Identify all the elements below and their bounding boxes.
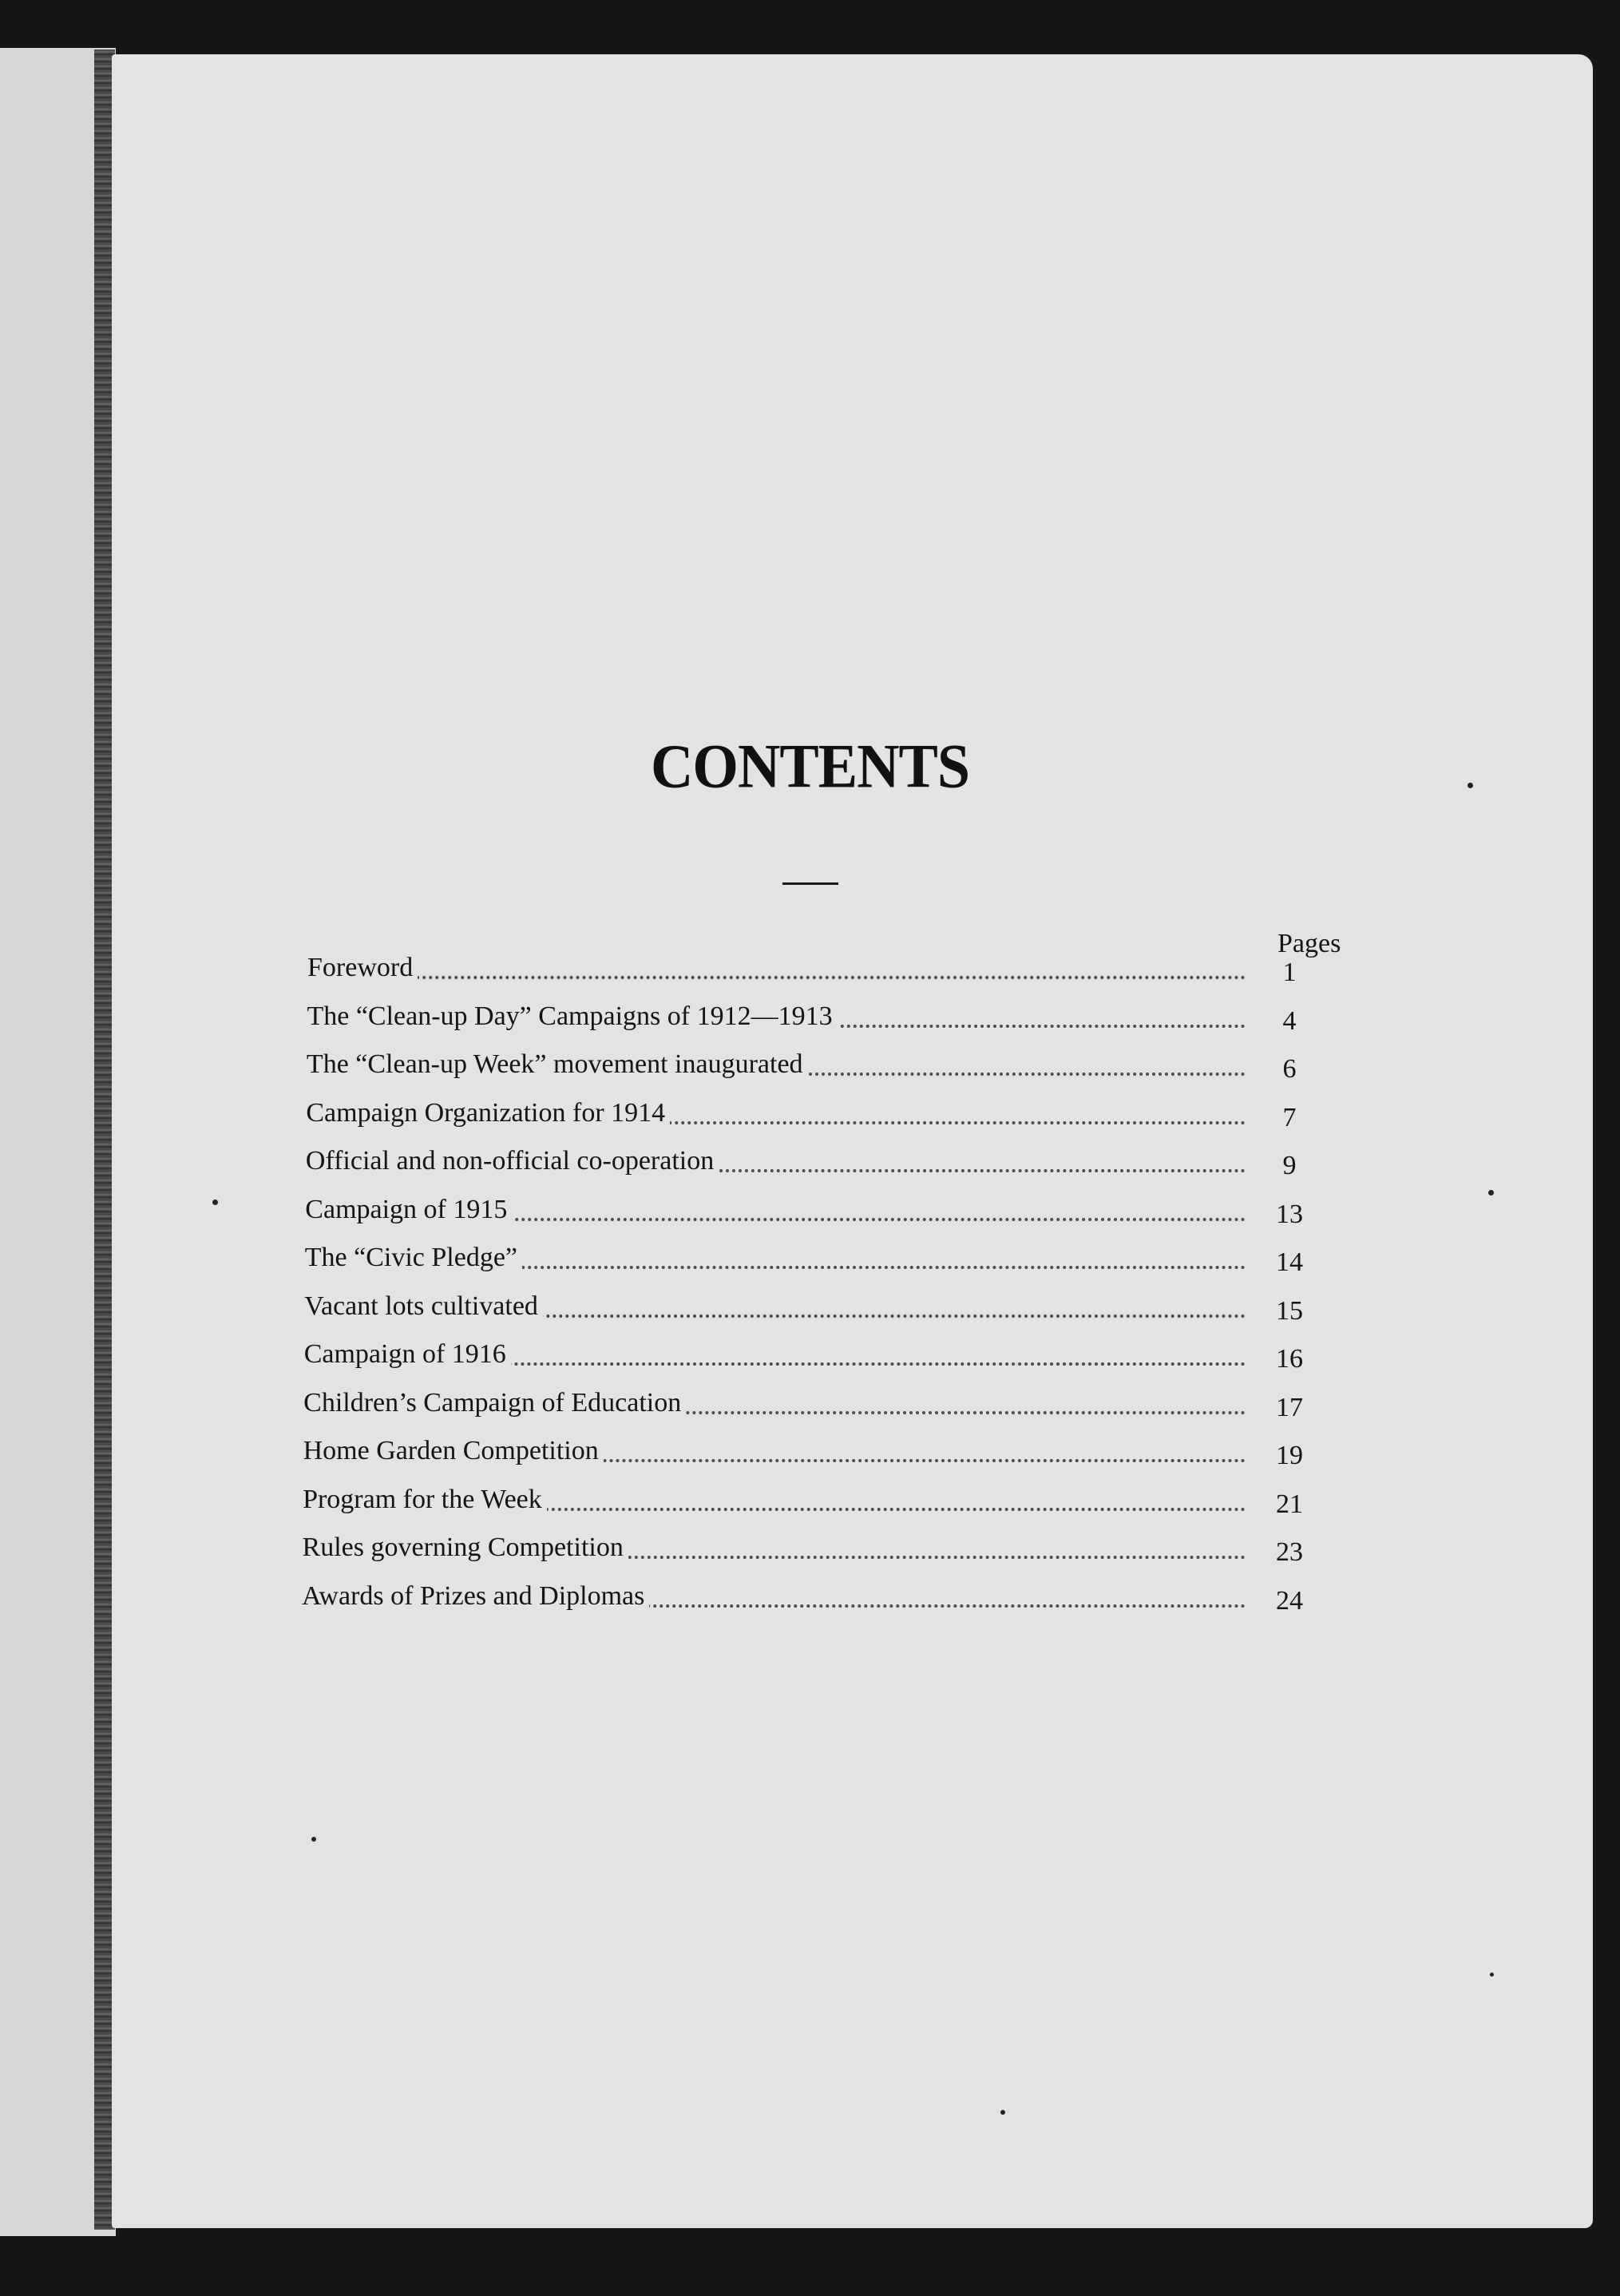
toc-entry-title: Children’s Campaign of Education: [303, 1386, 686, 1421]
toc-entry-title: Official and non-official co-operation: [306, 1144, 719, 1179]
scan-speck: [1488, 1190, 1494, 1196]
toc-entry-page: 7: [1282, 1102, 1297, 1132]
toc-entry-page: 23: [1276, 1537, 1303, 1567]
toc-row: [0, 1386, 1620, 1434]
toc-entry-page: 24: [1276, 1585, 1303, 1616]
toc-entry-title: Foreword: [307, 950, 418, 985]
toc-row: [0, 1289, 1620, 1337]
toc-row: [0, 999, 1620, 1047]
page-title: CONTENTS: [650, 732, 970, 802]
toc-row: [0, 1530, 1620, 1578]
toc-entry-title: Vacant lots cultivated: [304, 1289, 543, 1324]
toc-entry-page: 14: [1276, 1247, 1303, 1277]
pages-column-header: Pages: [1277, 929, 1341, 958]
toc-row: [0, 1192, 1620, 1240]
toc-entry-page: 1: [1282, 958, 1297, 987]
scan-speck: [1000, 2110, 1005, 2115]
toc-entry-title: The “Civic Pledge”: [305, 1240, 522, 1275]
toc-entry-title: Home Garden Competition: [303, 1434, 604, 1469]
scan-speck: [1468, 783, 1473, 788]
toc-entry-title: Campaign of 1916: [304, 1337, 511, 1372]
toc-entry-page: 19: [1276, 1441, 1303, 1470]
toc-entry-page: 4: [1282, 1005, 1297, 1036]
toc-entry-title: Rules governing Competition: [303, 1530, 628, 1565]
toc-row: [0, 1579, 1620, 1627]
dot-leader: [307, 973, 1246, 979]
toc-entry-page: 13: [1276, 1199, 1303, 1229]
toc-entry-title: Awards of Prizes and Diplomas: [302, 1579, 649, 1614]
toc-entry-page: 16: [1276, 1344, 1303, 1374]
toc-entry-title: The “Clean-up Week” movement inaugurated: [307, 1047, 808, 1082]
toc-entry-title: Program for the Week: [303, 1482, 547, 1517]
toc-entry-page: 21: [1276, 1489, 1303, 1519]
toc-entry-page: 15: [1276, 1295, 1303, 1326]
toc-entry-page: 6: [1282, 1054, 1297, 1084]
title-rule: [782, 882, 838, 885]
toc-entry-page: 9: [1282, 1151, 1297, 1180]
toc-entry-title: Campaign Organization for 1914: [306, 1096, 670, 1131]
toc-entry-title: The “Clean-up Day” Campaigns of 1912—1913: [307, 999, 837, 1034]
scan-speck: [212, 1200, 218, 1205]
toc-entry-title: Campaign of 1915: [305, 1192, 512, 1227]
toc-row: [0, 950, 1620, 998]
toc-row: [0, 1144, 1620, 1192]
toc-entry-page: 17: [1276, 1392, 1303, 1422]
toc-row: [0, 1096, 1620, 1144]
scan-speck: [1490, 1973, 1494, 1977]
scan-speck: [311, 1837, 316, 1842]
toc-row: [0, 1240, 1620, 1288]
toc-row: [0, 1434, 1620, 1481]
toc-row: [0, 1337, 1620, 1385]
toc-row: [0, 1482, 1620, 1530]
toc-row: [0, 1047, 1620, 1095]
